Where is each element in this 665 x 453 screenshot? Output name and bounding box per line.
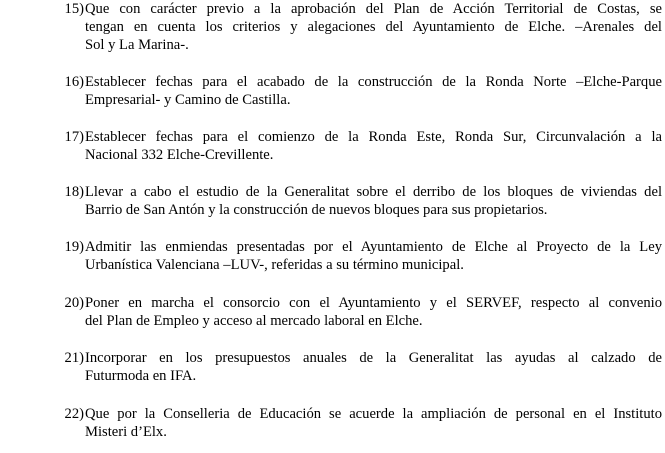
text-line: Empresarial- y Camino de Castilla. <box>85 92 291 108</box>
text-line: Futurmoda en IFA. <box>85 368 197 384</box>
list-item-20 <box>60 294 662 330</box>
item-text <box>85 349 662 385</box>
item-number: 17) <box>64 129 84 145</box>
text-line: Que con carácter previo a la aprobación del Plan de Acción Territorial de Costas, se <box>85 1 662 17</box>
item-text <box>85 0 662 54</box>
text-line: Establecer fechas para el comienzo de la Ronda Este, Ronda Sur, Circunvalación a la <box>85 129 662 145</box>
item-text <box>85 294 662 330</box>
item-text <box>85 405 662 441</box>
item-number: 21) <box>64 350 84 366</box>
list-item-17 <box>60 128 662 164</box>
text-line: Misteri d’Elx. <box>85 424 167 440</box>
item-number: 19) <box>64 239 84 255</box>
text-line: Nacional 332 Elche-Crevillente. <box>85 147 274 163</box>
text-line: Establecer fechas para el acabado de la construcción de la Ronda Norte –Elche-Parque <box>85 74 662 90</box>
list-item-19 <box>60 238 662 274</box>
item-text <box>85 183 662 219</box>
text-line: Incorporar en los presupuestos anuales de la Generalitat las ayudas al calzado de <box>85 350 662 366</box>
item-number: 16) <box>64 74 84 90</box>
item-number: 22) <box>64 406 84 422</box>
text-line: Admitir las enmiendas presentadas por el Ayuntamiento de Elche al Proyecto de la Ley <box>85 239 662 255</box>
list-item-21 <box>60 349 662 385</box>
item-number: 20) <box>64 295 84 311</box>
text-line: Poner en marcha el consorcio con el Ayuntamiento y el SERVEF, respecto al convenio <box>85 295 662 311</box>
item-number: 18) <box>64 184 84 200</box>
item-text <box>85 73 662 109</box>
text-line: Sol y La Marina-. <box>85 37 189 53</box>
text-line: Llevar a cabo el estudio de la Generalitat sobre el derribo de los bloques de viviendas del <box>85 184 662 200</box>
list-item-16 <box>60 73 662 109</box>
text-line: Barrio de San Antón y la construcción de nuevos bloques para sus propietarios. <box>85 202 548 218</box>
text-line: Que por la Conselleria de Educación se acuerde la ampliación de personal en el Instituto <box>85 406 662 422</box>
list-item-22 <box>60 405 662 441</box>
item-text <box>85 128 662 164</box>
text-line: tengan en cuenta los criterios y alegaciones del Ayuntamiento de Elche. –Arenales del <box>85 19 662 35</box>
list-item-15 <box>60 0 662 54</box>
item-text <box>85 238 662 274</box>
text-line: Urbanística Valenciana –LUV-, referidas a su término municipal. <box>85 257 464 273</box>
list-item-18 <box>60 183 662 219</box>
text-line: del Plan de Empleo y acceso al mercado laboral en Elche. <box>85 313 423 329</box>
item-number: 15) <box>64 1 84 17</box>
